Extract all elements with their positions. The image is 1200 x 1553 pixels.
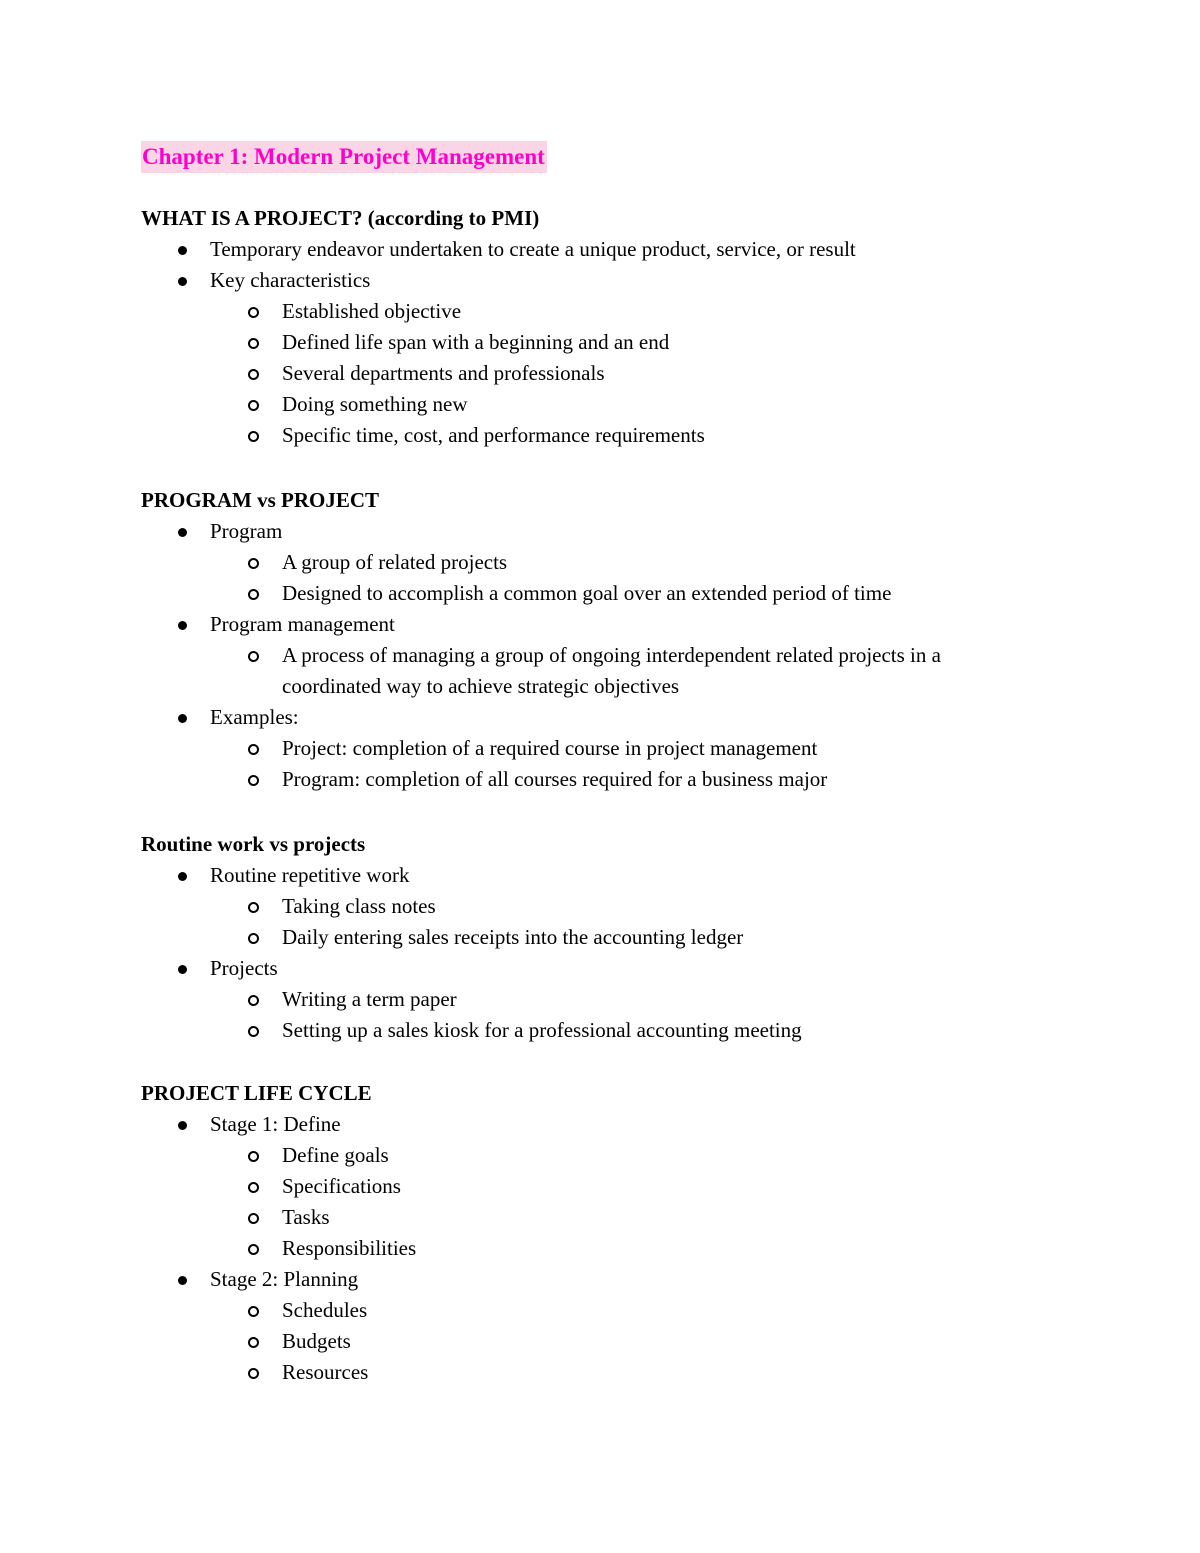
bullet-list xyxy=(141,702,1101,733)
bullet-icon xyxy=(178,1276,187,1285)
sub-list-item xyxy=(141,1295,1101,1326)
sub-list-item-text: Tasks xyxy=(282,1205,330,1229)
sub-list-item xyxy=(141,1140,1101,1171)
list-item xyxy=(141,234,1101,265)
sub-list-item xyxy=(141,547,1101,578)
sub-list-item-text: Several departments and professionals xyxy=(282,361,605,385)
sub-list-item xyxy=(141,389,1101,420)
sub-list-item-text: Responsibilities xyxy=(282,1236,417,1260)
bullet-list xyxy=(141,1264,1101,1295)
sub-bullet-list xyxy=(141,1140,1101,1264)
list-item xyxy=(141,953,1101,984)
sub-list-item-text: Doing something new xyxy=(282,392,468,416)
hollow-bullet-icon xyxy=(248,369,259,380)
list-item-text: Stage 2: Planning xyxy=(210,1267,359,1291)
section-project-life-cycle xyxy=(141,1078,1101,1388)
list-item xyxy=(141,1109,1101,1140)
sub-list-item-text: Budgets xyxy=(282,1329,351,1353)
sub-list-item-text: Resources xyxy=(282,1360,369,1384)
hollow-bullet-icon xyxy=(248,1182,259,1193)
hollow-bullet-icon xyxy=(248,995,259,1006)
section-what-is-a-project xyxy=(141,203,1101,451)
bullet-icon xyxy=(178,872,187,881)
list-item-text: Projects xyxy=(210,956,278,980)
hollow-bullet-icon xyxy=(248,431,259,442)
sub-bullet-list xyxy=(141,640,1101,702)
sub-bullet-list xyxy=(141,296,1101,451)
hollow-bullet-icon xyxy=(248,651,259,662)
sub-list-item xyxy=(141,1357,1101,1388)
sub-list-item xyxy=(141,1171,1101,1202)
sub-list-item xyxy=(141,891,1101,922)
bullet-list xyxy=(141,609,1101,640)
sub-list-item-text: Established objective xyxy=(282,299,462,323)
list-item-text: Program management xyxy=(210,612,395,636)
sub-bullet-list xyxy=(141,1295,1101,1388)
sub-list-item-text: Specific time, cost, and performance requirements xyxy=(282,423,705,447)
sub-list-item xyxy=(141,1233,1101,1264)
list-item-text: Routine repetitive work xyxy=(210,863,410,887)
hollow-bullet-icon xyxy=(248,1026,259,1037)
section-heading: PROJECT LIFE CYCLE xyxy=(141,1081,372,1105)
bullet-icon xyxy=(178,277,187,286)
sub-list-item-text: Project: completion of a required course in project management xyxy=(282,736,818,760)
sub-list-item-text: Schedules xyxy=(282,1298,368,1322)
hollow-bullet-icon xyxy=(248,1151,259,1162)
hollow-bullet-icon xyxy=(248,589,259,600)
section-heading: PROGRAM vs PROJECT xyxy=(141,488,379,512)
sub-list-item xyxy=(141,420,1101,451)
sub-list-item-text: Setting up a sales kiosk for a professional accounting meeting xyxy=(282,1018,802,1042)
bullet-list xyxy=(141,860,1101,891)
sub-list-item-text: Program: completion of all courses required for a business major xyxy=(282,767,828,791)
list-item-text: Key characteristics xyxy=(210,268,371,292)
bullet-list xyxy=(141,953,1101,984)
sub-list-item xyxy=(141,358,1101,389)
hollow-bullet-icon xyxy=(248,744,259,755)
list-item xyxy=(141,609,1101,640)
sub-bullet-list xyxy=(141,984,1101,1046)
list-item xyxy=(141,516,1101,547)
sub-list-item xyxy=(141,764,1101,795)
hollow-bullet-icon xyxy=(248,1337,259,1348)
list-item-text: Stage 1: Define xyxy=(210,1112,341,1136)
sub-list-item xyxy=(141,1202,1101,1233)
sub-bullet-list xyxy=(141,547,1101,609)
hollow-bullet-icon xyxy=(248,1368,259,1379)
sub-list-item-text: Taking class notes xyxy=(282,894,436,918)
hollow-bullet-icon xyxy=(248,933,259,944)
sub-bullet-list xyxy=(141,891,1101,953)
sub-list-item-text: A group of related projects xyxy=(282,550,508,574)
sub-list-item-text: A process of managing a group of ongoing interdependent related projects in a coordinated way to achieve strategic objectives xyxy=(282,643,941,698)
bullet-list xyxy=(141,516,1101,547)
hollow-bullet-icon xyxy=(248,1306,259,1317)
bullet-icon xyxy=(178,965,187,974)
hollow-bullet-icon xyxy=(248,1213,259,1224)
sub-list-item xyxy=(141,984,1101,1015)
hollow-bullet-icon xyxy=(248,307,259,318)
hollow-bullet-icon xyxy=(248,902,259,913)
sub-list-item-text: Daily entering sales receipts into the accounting ledger xyxy=(282,925,744,949)
bullet-icon xyxy=(178,621,187,630)
bullet-list xyxy=(141,1109,1101,1140)
bullet-icon xyxy=(178,246,187,255)
bullet-icon xyxy=(178,528,187,537)
list-item xyxy=(141,1264,1101,1295)
list-item-text: Temporary endeavor undertaken to create a unique product, service, or result xyxy=(210,237,856,261)
sub-list-item xyxy=(141,578,1101,609)
list-item xyxy=(141,702,1101,733)
sub-bullet-list xyxy=(141,733,1101,795)
list-item-text: Examples: xyxy=(210,705,299,729)
bullet-list xyxy=(141,234,1101,296)
sub-list-item-text: Writing a term paper xyxy=(282,987,457,1011)
sub-list-item xyxy=(141,327,1101,358)
section-program-vs-project xyxy=(141,485,1101,795)
list-item-text: Program xyxy=(210,519,283,543)
section-routine-work-vs-projects xyxy=(141,829,1101,1046)
sub-list-item xyxy=(141,640,1101,702)
sub-list-item-text: Define goals xyxy=(282,1143,389,1167)
sub-list-item-text: Specifications xyxy=(282,1174,401,1198)
sub-list-item xyxy=(141,1015,1101,1046)
page-title: Chapter 1: Modern Project Management xyxy=(141,141,547,173)
sub-list-item-text: Designed to accomplish a common goal over an extended period of time xyxy=(282,581,892,605)
sub-list-item xyxy=(141,733,1101,764)
sub-list-item xyxy=(141,1326,1101,1357)
sub-list-item xyxy=(141,296,1101,327)
hollow-bullet-icon xyxy=(248,775,259,786)
section-heading: Routine work vs projects xyxy=(141,832,366,856)
hollow-bullet-icon xyxy=(248,558,259,569)
list-item xyxy=(141,860,1101,891)
sub-list-item-text: Defined life span with a beginning and an end xyxy=(282,330,670,354)
section-heading: WHAT IS A PROJECT? (according to PMI) xyxy=(141,206,540,230)
hollow-bullet-icon xyxy=(248,338,259,349)
list-item xyxy=(141,265,1101,296)
hollow-bullet-icon xyxy=(248,1244,259,1255)
sub-list-item xyxy=(141,922,1101,953)
bullet-icon xyxy=(178,714,187,723)
hollow-bullet-icon xyxy=(248,400,259,411)
bullet-icon xyxy=(178,1121,187,1130)
